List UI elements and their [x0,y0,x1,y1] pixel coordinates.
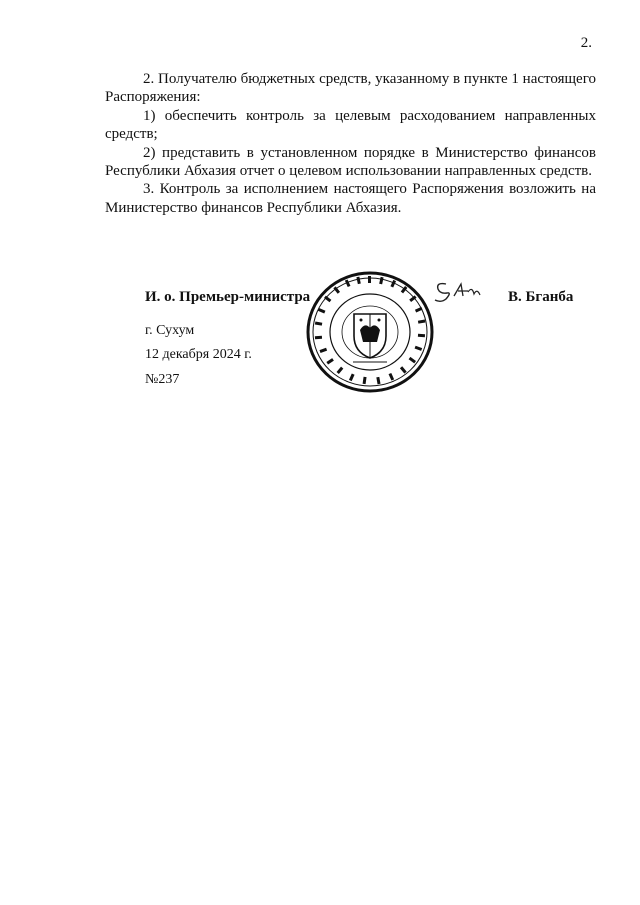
signatory-name: В. Бганба [508,289,574,305]
paragraph: 1) обеспечить контроль за целевым расходованием направленных средств; [105,107,596,143]
signatory-position: И. о. Премьер-министра [145,289,311,305]
place: г. Сухум [145,323,195,338]
date: 12 декабря 2024 г. [145,347,252,362]
official-seal-icon [305,270,435,394]
paragraph: 2. Получателю бюджетных средств, указанному в пункте 1 настоящего Распоряжения: [105,71,596,106]
paragraph: 2) представить в установленном порядке в Министерство финансов Республики Абхазия отчет о целевом использовании направленных средств. [105,144,596,180]
page-number: 2. [580,35,592,51]
handwritten-signature-icon [430,280,486,304]
paragraph: 3. Контроль за исполнением настоящего Распоряжения возложить на Министерство финансов Республики Абхазия. [105,181,596,216]
document-body [105,70,596,217]
document-number: №237 [145,372,180,387]
